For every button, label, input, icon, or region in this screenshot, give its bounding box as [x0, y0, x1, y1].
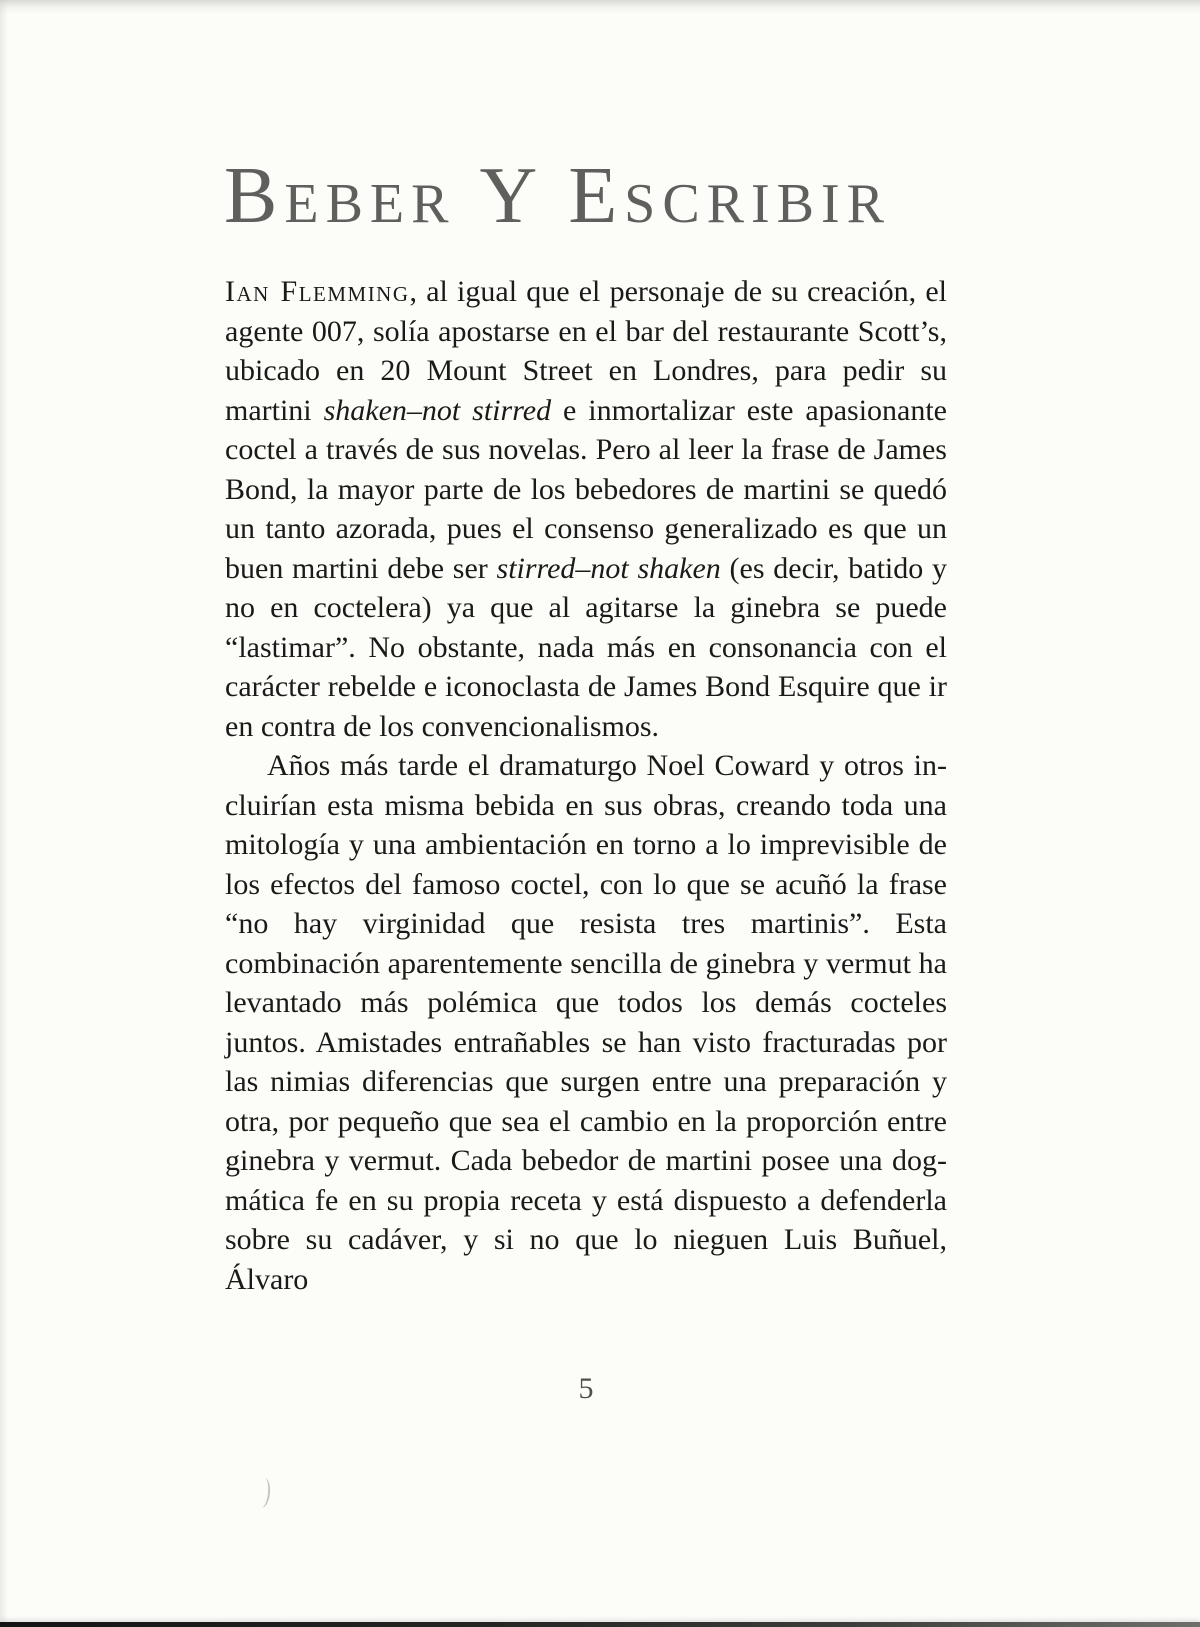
paragraph-1-text-a: , al igual que el personaje de su creación, el agente 007, solía apostarse en el bar del restaurante Scott’s, ubicado en 20 Mount Street en Londres, para pedir su martini [225, 275, 947, 427]
paragraph-1 [225, 272, 947, 746]
text-block [225, 272, 947, 1299]
paragraph-2: Años más tarde el dramaturgo Noel Coward y otros incluirían esta misma bebida en sus obras, creando toda una mitología y una ambientación en torno a lo imprevisible de los efectos del famoso coctel, con lo que se acuñó la frase “no hay virginidad que resista tres martinis”. Esta combinación aparentemente sencilla de ginebra y vermut ha levantado más polémica que todos los demás cocteles juntos. Amistades entrañables se han visto fracturadas por las nimias diferencias que surgen entre una preparación y otra, por pequeño que sea el cambio en la proporción entre ginebra y vermut. Cada bebedor de martini posee una dogmática fe en su propia receta y está dispuesto a defenderla sobre su cadáver, y si no que lo nieguen Luis Buñuel, Álvaro [225, 749, 947, 1296]
page-number: 5 [578, 1372, 594, 1405]
chapter-title: Beber Y Escribir [224, 152, 892, 240]
paragraph-1-text-c: (es decir, batido y no en coctelera) ya que al agitarse la ginebra se puede “lastimar”. No obstante, nada más en consonancia con el carácter rebelde e iconoclasta de James Bond Esquire que ir en contra de los convencionalismos. [225, 551, 947, 743]
paragraph-1-italic-shaken-not-stirred: shaken–not stirred [323, 393, 552, 427]
scan-edge-bottom [0, 1622, 1200, 1627]
scan-edge-left [0, 0, 8, 1627]
paragraph-1-text-b: e inmortalizar este apasionante coctel a través de sus novelas. Pero al leer la frase de James Bond, la mayor parte de los bebedores de martini se quedó un tanto azorada, pues el consenso generalizado es que un buen martini debe ser [225, 393, 947, 585]
scan-edge-top [0, 0, 1200, 14]
paragraph-1-italic-stirred-not-shaken: stirred–not shaken [496, 551, 721, 585]
scan-artifact-mark [256, 1477, 271, 1508]
author-name-smallcaps: Ian Flemming [225, 275, 410, 308]
